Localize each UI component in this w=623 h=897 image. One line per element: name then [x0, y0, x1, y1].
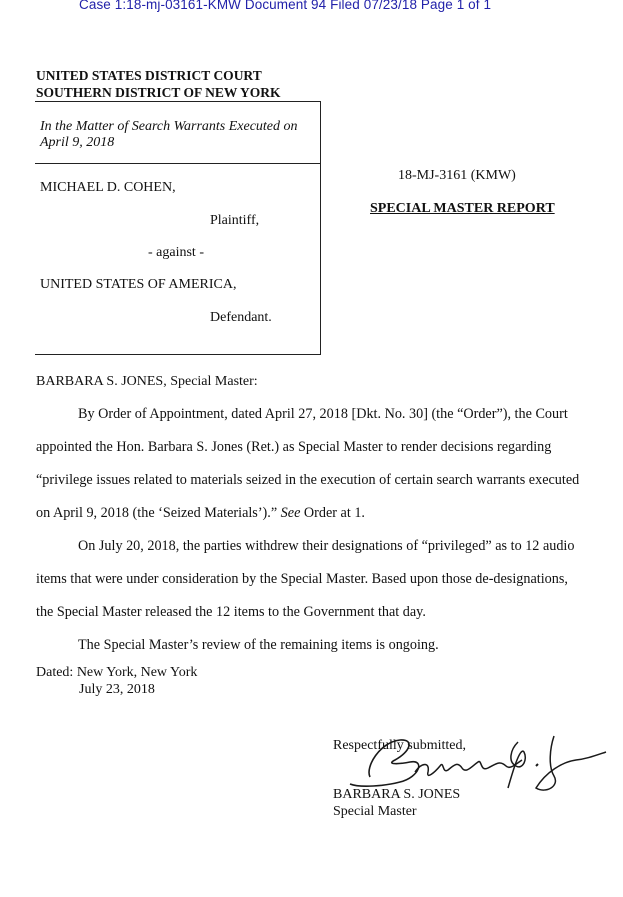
caption-right-rule [320, 101, 321, 355]
salutation: BARBARA S. JONES, Special Master: [36, 374, 258, 389]
paragraph1-line4-cite: Order at 1. [300, 505, 365, 521]
court-name-line1: UNITED STATES DISTRICT COURT [36, 68, 262, 83]
paragraph2-line1: On July 20, 2018, the parties withdrew their designations of “privileged” as to 12 audio [78, 538, 575, 554]
paragraph1-line3: “privilege issues related to materials seized in the execution of certain search warrants executed [36, 472, 580, 488]
caption-mid-rule [35, 163, 321, 164]
matter-title-line1: In the Matter of Search Warrants Executed on [40, 119, 298, 134]
defendant-name: UNITED STATES OF AMERICA, [40, 277, 237, 292]
paragraph2-line3: the Special Master released the 12 items to the Government that day. [36, 604, 426, 620]
report-title: SPECIAL MASTER REPORT [370, 201, 555, 216]
filing-header: Case 1:18-mj-03161-KMW Document 94 Filed 07/23/18 Page 1 of 1 [79, 0, 492, 12]
matter-title-line2: April 9, 2018 [40, 135, 115, 150]
court-name-line2: SOUTHERN DISTRICT OF NEW YORK [36, 85, 281, 100]
plaintiff-role: Plaintiff, [210, 213, 260, 228]
paragraph1-line4-text: on April 9, 2018 (the ‘Seized Materials’).” [36, 505, 281, 521]
paragraph1-line1: By Order of Appointment, dated April 27, 2018 [Dkt. No. 30] (the “Order”), the Court [78, 406, 568, 422]
dated-date: July 23, 2018 [79, 682, 155, 697]
paragraph2-line2: items that were under consideration by the Special Master. Based upon those de-designations, [36, 571, 568, 587]
paragraph1-line4 [36, 497, 365, 530]
caption-bottom-rule [35, 354, 321, 355]
closing: Respectfully submitted, [333, 738, 466, 753]
paragraph1-line2: appointed the Hon. Barbara S. Jones (Ret.) as Special Master to render decisions regarding [36, 439, 552, 455]
defendant-role: Defendant. [210, 310, 272, 325]
paragraph3: The Special Master’s review of the remaining items is ongoing. [78, 637, 439, 653]
against-label: - against - [148, 245, 204, 260]
plaintiff-name: MICHAEL D. COHEN, [40, 180, 176, 195]
dated-location: Dated: New York, New York [36, 665, 198, 680]
signer-name: BARBARA S. JONES [333, 787, 461, 802]
caption-top-rule [35, 101, 321, 102]
docket-number: 18-MJ-3161 (KMW) [398, 168, 516, 183]
signer-title: Special Master [333, 804, 417, 819]
see-signal: See [280, 505, 301, 521]
